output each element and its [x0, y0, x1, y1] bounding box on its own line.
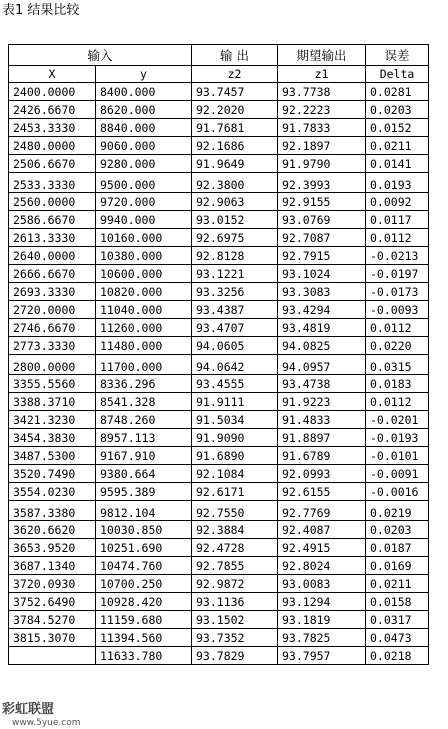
cell-y: 9280.000 — [96, 155, 192, 173]
cell-x: 3653.9520 — [9, 539, 96, 557]
cell-z2: 92.9063 — [192, 193, 278, 211]
cell-x: 2640.0000 — [9, 247, 96, 265]
cell-z1: 94.0825 — [278, 337, 366, 355]
cell-delta: 0.0211 — [366, 575, 429, 593]
cell-z1: 93.1024 — [278, 265, 366, 283]
cell-x: 3554.0230 — [9, 483, 96, 501]
watermark-url: www.5yue.com — [12, 718, 81, 728]
cell-delta: 0.0203 — [366, 521, 429, 539]
cell-x: 2746.6670 — [9, 319, 96, 337]
cell-x: 2613.3330 — [9, 229, 96, 247]
table-row — [9, 155, 429, 173]
table-row — [9, 375, 429, 393]
cell-x: 3784.5270 — [9, 611, 96, 629]
cell-z2: 93.7352 — [192, 629, 278, 647]
cell-x: 2693.3330 — [9, 283, 96, 301]
cell-z2: 94.0642 — [192, 355, 278, 375]
cell-z2: 93.1136 — [192, 593, 278, 611]
table-caption: 表1 结果比较 — [2, 3, 80, 18]
cell-z1: 92.3993 — [278, 173, 366, 193]
cell-y: 10820.000 — [96, 283, 192, 301]
cell-delta: -0.0093 — [366, 301, 429, 319]
cell-z2: 93.4387 — [192, 301, 278, 319]
cell-x: 3587.3380 — [9, 501, 96, 521]
cell-z2: 92.4728 — [192, 539, 278, 557]
cell-z2: 92.3884 — [192, 521, 278, 539]
cell-y: 8541.328 — [96, 393, 192, 411]
cell-z1: 92.4087 — [278, 521, 366, 539]
cell-z1: 92.7915 — [278, 247, 366, 265]
column-header-z1: z1 — [278, 66, 366, 83]
cell-z1: 92.6155 — [278, 483, 366, 501]
cell-y: 10160.000 — [96, 229, 192, 247]
cell-x: 3752.6490 — [9, 593, 96, 611]
table-row — [9, 575, 429, 593]
cell-z1: 93.4819 — [278, 319, 366, 337]
table-row — [9, 483, 429, 501]
cell-z1: 93.7957 — [278, 647, 366, 665]
cell-delta: 0.0219 — [366, 501, 429, 521]
cell-y: 9380.664 — [96, 465, 192, 483]
cell-z2: 92.8128 — [192, 247, 278, 265]
table-row — [9, 137, 429, 155]
cell-z2: 92.7855 — [192, 557, 278, 575]
cell-delta: 0.0193 — [366, 173, 429, 193]
table-row — [9, 337, 429, 355]
table-row — [9, 521, 429, 539]
cell-delta: 0.0220 — [366, 337, 429, 355]
cell-z1: 92.1897 — [278, 137, 366, 155]
cell-z2: 93.3256 — [192, 283, 278, 301]
cell-delta: -0.0091 — [366, 465, 429, 483]
cell-z1: 93.0083 — [278, 575, 366, 593]
cell-z1: 91.9223 — [278, 393, 366, 411]
cell-x: 3454.3830 — [9, 429, 96, 447]
cell-x: 3815.3070 — [9, 629, 96, 647]
table-row — [9, 283, 429, 301]
column-header-x: X — [9, 66, 96, 83]
cell-z2: 92.3800 — [192, 173, 278, 193]
table-row — [9, 193, 429, 211]
cell-delta: -0.0101 — [366, 447, 429, 465]
cell-delta: -0.0201 — [366, 411, 429, 429]
table-row — [9, 301, 429, 319]
cell-delta: 0.0183 — [366, 375, 429, 393]
cell-y: 9720.000 — [96, 193, 192, 211]
cell-y: 9500.000 — [96, 173, 192, 193]
cell-y: 8400.000 — [96, 83, 192, 101]
cell-delta: -0.0197 — [366, 265, 429, 283]
table-row — [9, 265, 429, 283]
cell-z1: 92.0993 — [278, 465, 366, 483]
cell-z2: 91.9649 — [192, 155, 278, 173]
table-row — [9, 647, 429, 665]
group-header-input: 输入 — [9, 45, 192, 66]
table-row — [9, 101, 429, 119]
table-row — [9, 465, 429, 483]
cell-z1: 93.4294 — [278, 301, 366, 319]
cell-x: 2773.3330 — [9, 337, 96, 355]
group-header-row — [9, 45, 429, 66]
cell-y: 11159.680 — [96, 611, 192, 629]
cell-z1: 93.4738 — [278, 375, 366, 393]
cell-x: 2426.6670 — [9, 101, 96, 119]
cell-y: 9595.389 — [96, 483, 192, 501]
cell-x: 3520.7490 — [9, 465, 96, 483]
cell-delta: -0.0213 — [366, 247, 429, 265]
cell-y: 9167.910 — [96, 447, 192, 465]
cell-delta: -0.0016 — [366, 483, 429, 501]
cell-delta: 0.0158 — [366, 593, 429, 611]
group-header-error: 误差 — [366, 45, 429, 66]
cell-z2: 93.7457 — [192, 83, 278, 101]
cell-y: 10474.760 — [96, 557, 192, 575]
cell-z1: 93.7825 — [278, 629, 366, 647]
table-row — [9, 119, 429, 137]
column-header-y: y — [96, 66, 192, 83]
cell-z2: 92.1084 — [192, 465, 278, 483]
cell-delta: 0.0141 — [366, 155, 429, 173]
cell-x: 2560.0000 — [9, 193, 96, 211]
cell-delta: 0.0112 — [366, 393, 429, 411]
table-row — [9, 611, 429, 629]
cell-x: 3720.0930 — [9, 575, 96, 593]
cell-z2: 91.5034 — [192, 411, 278, 429]
cell-delta: 0.0169 — [366, 557, 429, 575]
cell-delta: -0.0173 — [366, 283, 429, 301]
cell-z1: 93.1819 — [278, 611, 366, 629]
table-row — [9, 229, 429, 247]
column-header-delta: Delta — [366, 66, 429, 83]
cell-y: 10380.000 — [96, 247, 192, 265]
cell-delta: 0.0473 — [366, 629, 429, 647]
cell-y: 9812.104 — [96, 501, 192, 521]
cell-y: 11394.560 — [96, 629, 192, 647]
table-row — [9, 393, 429, 411]
table-row — [9, 447, 429, 465]
column-header-z2: z2 — [192, 66, 278, 83]
cell-x: 3355.5560 — [9, 375, 96, 393]
cell-x: 3421.3230 — [9, 411, 96, 429]
cell-y: 8336.296 — [96, 375, 192, 393]
cell-z2: 93.1502 — [192, 611, 278, 629]
cell-delta: 0.0218 — [366, 647, 429, 665]
cell-delta: 0.0315 — [366, 355, 429, 375]
cell-x: 2666.6670 — [9, 265, 96, 283]
cell-z1: 92.7769 — [278, 501, 366, 521]
table-row — [9, 319, 429, 337]
cell-y: 10928.420 — [96, 593, 192, 611]
cell-z2: 93.4555 — [192, 375, 278, 393]
cell-delta: 0.0317 — [366, 611, 429, 629]
cell-y: 11260.000 — [96, 319, 192, 337]
cell-z1: 92.4915 — [278, 539, 366, 557]
cell-y: 8748.260 — [96, 411, 192, 429]
cell-z1: 92.8024 — [278, 557, 366, 575]
cell-z1: 91.7833 — [278, 119, 366, 137]
cell-delta: 0.0112 — [366, 319, 429, 337]
cell-y: 10700.250 — [96, 575, 192, 593]
cell-x: 2506.6670 — [9, 155, 96, 173]
table-row — [9, 557, 429, 575]
cell-z1: 93.3083 — [278, 283, 366, 301]
cell-delta: 0.0281 — [366, 83, 429, 101]
cell-z1: 93.0769 — [278, 211, 366, 229]
cell-z2: 92.2020 — [192, 101, 278, 119]
watermark-caption: 彩虹联盟 — [2, 702, 55, 717]
cell-x: 3620.6620 — [9, 521, 96, 539]
cell-z2: 91.7681 — [192, 119, 278, 137]
cell-y: 11040.000 — [96, 301, 192, 319]
cell-z2: 93.1221 — [192, 265, 278, 283]
cell-delta: 0.0152 — [366, 119, 429, 137]
cell-delta: 0.0112 — [366, 229, 429, 247]
cell-x: 2453.3330 — [9, 119, 96, 137]
cell-y: 10251.690 — [96, 539, 192, 557]
cell-z1: 93.1294 — [278, 593, 366, 611]
cell-z2: 92.1686 — [192, 137, 278, 155]
column-header-row — [9, 66, 429, 83]
cell-y: 10600.000 — [96, 265, 192, 283]
table-row — [9, 593, 429, 611]
cell-z2: 91.9111 — [192, 393, 278, 411]
results-table — [8, 44, 429, 665]
cell-z2: 91.9090 — [192, 429, 278, 447]
cell-delta: 0.0187 — [366, 539, 429, 557]
cell-z2: 91.6890 — [192, 447, 278, 465]
cell-y: 11633.780 — [96, 647, 192, 665]
cell-z1: 91.4833 — [278, 411, 366, 429]
table-row — [9, 501, 429, 521]
cell-z1: 93.7738 — [278, 83, 366, 101]
cell-y: 8840.000 — [96, 119, 192, 137]
cell-z2: 93.4707 — [192, 319, 278, 337]
cell-z1: 91.6789 — [278, 447, 366, 465]
cell-z1: 94.0957 — [278, 355, 366, 375]
cell-x: 3487.5300 — [9, 447, 96, 465]
cell-y: 11700.000 — [96, 355, 192, 375]
table-row — [9, 539, 429, 557]
table-row — [9, 411, 429, 429]
cell-z1: 92.9155 — [278, 193, 366, 211]
cell-z2: 92.6975 — [192, 229, 278, 247]
cell-x — [9, 647, 96, 665]
cell-delta: 0.0203 — [366, 101, 429, 119]
table-row — [9, 429, 429, 447]
cell-y: 10030.850 — [96, 521, 192, 539]
cell-z1: 92.2223 — [278, 101, 366, 119]
cell-x: 3388.3710 — [9, 393, 96, 411]
cell-x: 2533.3330 — [9, 173, 96, 193]
cell-z2: 92.9872 — [192, 575, 278, 593]
cell-z1: 91.9790 — [278, 155, 366, 173]
table-row — [9, 629, 429, 647]
cell-x: 2586.6670 — [9, 211, 96, 229]
cell-delta: 0.0092 — [366, 193, 429, 211]
cell-y: 9940.000 — [96, 211, 192, 229]
cell-z2: 92.7550 — [192, 501, 278, 521]
cell-y: 9060.000 — [96, 137, 192, 155]
table-row — [9, 83, 429, 101]
cell-x: 2400.0000 — [9, 83, 96, 101]
cell-y: 8620.000 — [96, 101, 192, 119]
cell-y: 8957.113 — [96, 429, 192, 447]
cell-z1: 92.7087 — [278, 229, 366, 247]
cell-y: 11480.000 — [96, 337, 192, 355]
cell-delta: 0.0117 — [366, 211, 429, 229]
cell-z2: 94.0605 — [192, 337, 278, 355]
cell-x: 3687.1340 — [9, 557, 96, 575]
table-row — [9, 173, 429, 193]
cell-delta: 0.0211 — [366, 137, 429, 155]
cell-z2: 93.0152 — [192, 211, 278, 229]
cell-z2: 93.7829 — [192, 647, 278, 665]
group-header-output: 输 出 — [192, 45, 278, 66]
cell-delta: -0.0193 — [366, 429, 429, 447]
cell-x: 2800.0000 — [9, 355, 96, 375]
table-row — [9, 247, 429, 265]
table-row — [9, 355, 429, 375]
cell-x: 2720.0000 — [9, 301, 96, 319]
table-body — [9, 83, 429, 665]
cell-z1: 91.8897 — [278, 429, 366, 447]
group-header-expected: 期望输出 — [278, 45, 366, 66]
cell-x: 2480.0000 — [9, 137, 96, 155]
table-row — [9, 211, 429, 229]
cell-z2: 92.6171 — [192, 483, 278, 501]
